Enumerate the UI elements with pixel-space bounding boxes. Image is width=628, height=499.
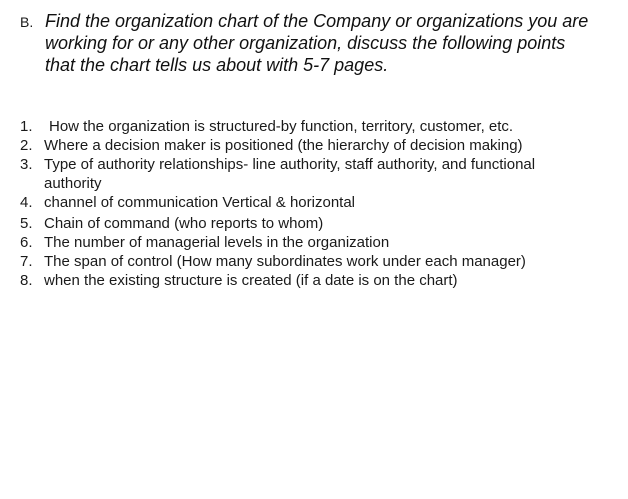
list-item: [20, 252, 620, 271]
item-text: channel of communication Vertical & horizontal: [44, 194, 356, 211]
item-text: The span of control (How many subordinates work under each manager): [44, 253, 526, 270]
item-number: 8.: [20, 272, 33, 289]
item-text: [44, 155, 620, 193]
list-item: [20, 136, 620, 155]
list-item: [20, 271, 620, 290]
list-item: [20, 233, 620, 252]
item-text: Where a decision maker is positioned (the hierarchy of decision making): [44, 137, 523, 154]
item-text: How the organization is structured-by function, territory, customer, etc.: [49, 118, 514, 135]
list-item: [20, 117, 620, 136]
item-number: 7.: [20, 253, 33, 270]
item-number: 3.: [20, 156, 33, 173]
instruction-line: Find the organization chart of the Company or organizations you are: [45, 11, 589, 31]
section-marker: B.: [20, 14, 34, 30]
discussion-points-list: [20, 117, 620, 290]
instruction-line: that the chart tells us about with 5-7 pages.: [45, 55, 389, 75]
item-text: Chain of command (who reports to whom): [44, 215, 324, 232]
item-number: 5.: [20, 215, 33, 232]
item-number: 2.: [20, 137, 33, 154]
item-text: when the existing structure is created (if a date is on the chart): [44, 272, 458, 289]
item-number: 1.: [20, 118, 33, 135]
item-text: The number of managerial levels in the organization: [44, 234, 390, 251]
item-text-line: authority: [44, 175, 102, 192]
instruction-line: working for or any other organization, discuss the following points: [45, 33, 566, 53]
list-item: [20, 193, 620, 212]
item-text-line: Type of authority relationships- line authority, staff authority, and functional: [44, 156, 536, 173]
section-instruction: [45, 10, 620, 76]
item-number: 6.: [20, 234, 33, 251]
list-item: [20, 214, 620, 233]
list-item: [20, 155, 620, 193]
item-number: 4.: [20, 194, 33, 211]
